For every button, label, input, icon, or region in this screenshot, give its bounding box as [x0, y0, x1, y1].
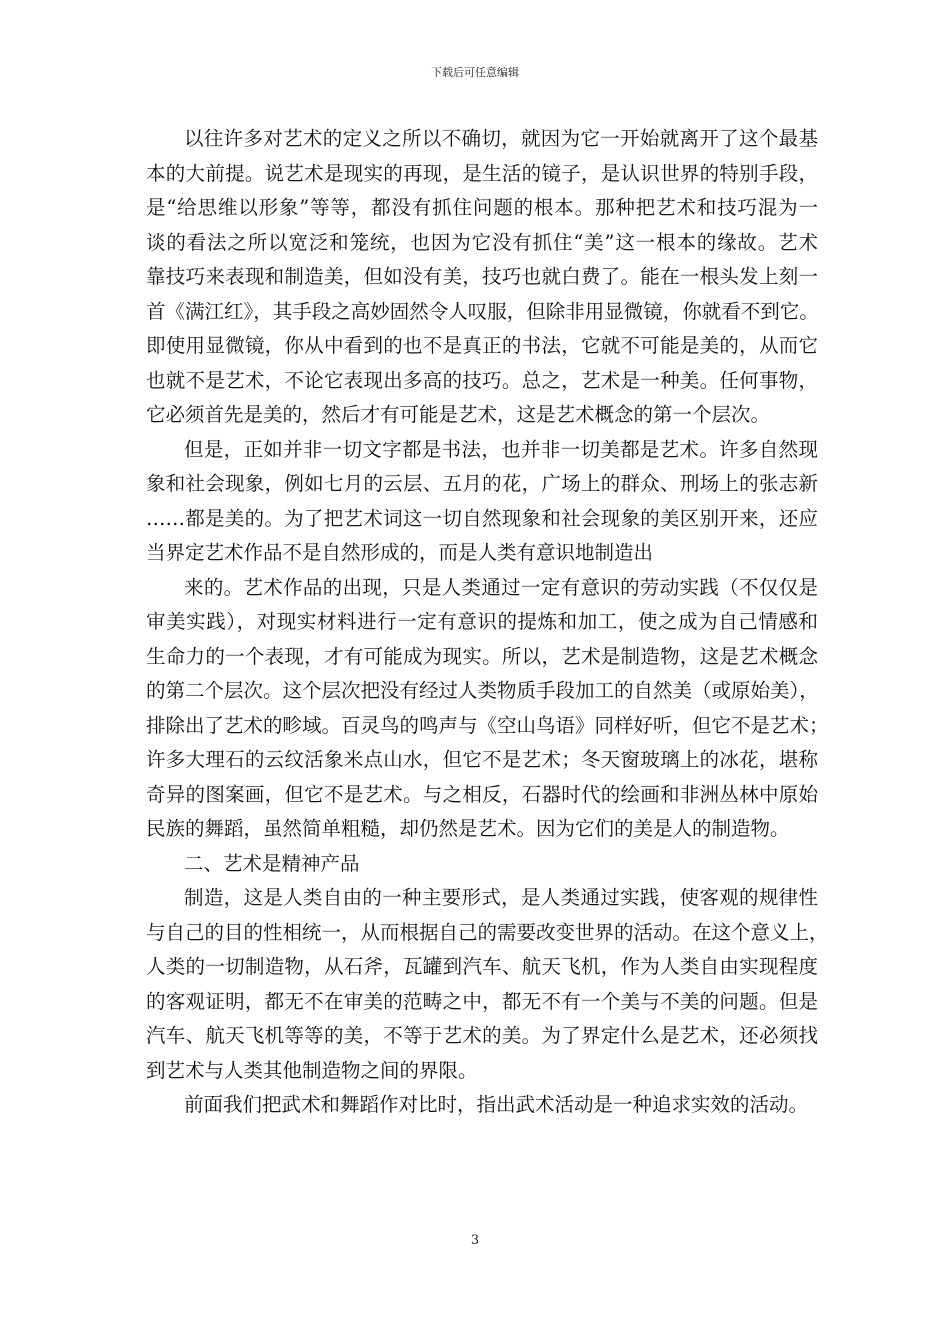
text-line: 靠技巧来表现和制造美，但如没有美，技巧也就白费了。能在一根头发上刻一 — [146, 265, 818, 288]
text-line: 民族的舞蹈，虽然简单粗糙，却仍然是艺术。因为它们的美是人的制造物。 — [146, 817, 790, 840]
text-line: 是“给思维以形象”等等，都没有抓住问题的根本。那种把艺术和技巧混为一 — [146, 196, 818, 219]
text-line: 审美实践），对现实材料进行一定有意识的提炼和加工，使之成为自己情感和 — [146, 610, 818, 633]
text-line: 象和社会现象，例如七月的云层、五月的花，广场上的群众、刑场上的张志新 — [146, 472, 818, 495]
text-line: 许多大理石的云纹活象米点山水，但它不是艺术；冬天窗玻璃上的冰花，堪称 — [146, 748, 818, 771]
document-body — [146, 122, 829, 1123]
text-line: 但是，正如并非一切文字都是书法，也并非一切美都是艺术。许多自然现 — [184, 437, 818, 461]
text-line: 奇异的图案画，但它不是艺术。与之相反，石器时代的绘画和非洲丛林中原始 — [146, 782, 818, 806]
text-line: 制造，这是人类自由的一种主要形式，是人类通过实践，使客观的规律性 — [184, 886, 818, 909]
text-line: 当界定艺术作品不是自然形成的，而是人类有意识地制造出 — [146, 541, 654, 564]
text-line: 生命力的一个表现，才有可能成为现实。所以，艺术是制造物，这是艺术概念 — [146, 644, 818, 668]
text-line: 到艺术与人类其他制造物之间的界限。 — [146, 1058, 478, 1082]
text-line: 来的。艺术作品的出现，只是人类通过一定有意识的劳动实践（不仅仅是 — [184, 575, 818, 599]
page-header: 下载后可任意编辑 — [431, 66, 519, 79]
text-line: 它必须首先是美的，然后才有可能是艺术，这是艺术概念的第一个层次。 — [146, 403, 771, 426]
text-line: 汽车、航天飞机等等的美，不等于艺术的美。为了界定什么是艺术，还必须找 — [146, 1024, 818, 1047]
text-line: 本的大前提。说艺术是现实的再现，是生活的镜子，是认识世界的特别手段， — [146, 161, 818, 185]
page-number: 3 — [470, 1233, 480, 1248]
text-line: 的第二个层次。这个层次把没有经过人类物质手段加工的自然美（或原始美）， — [146, 679, 819, 702]
text-line: 的客观证明，都无不在审美的范畴之中，都无不有一个美与不美的问题。但是 — [146, 989, 818, 1013]
text-line: ……都是美的。为了把艺术词这一切自然现象和社会现象的美区别开来，还应 — [146, 506, 818, 530]
text-line: 谈的看法之所以宽泛和笼统，也因为它没有抓住“美”这一根本的缘故。艺术 — [146, 230, 818, 254]
text-line: 也就不是艺术，不论它表现出多高的技巧。总之，艺术是一种美。任何事物， — [146, 368, 818, 392]
text-line: 首《满江红》，其手段之高妙固然令人叹服，但除非用显微镜，你就看不到它。 — [146, 299, 819, 323]
text-line: 排除出了艺术的畛域。百灵鸟的鸣声与《空山鸟语》同样好听，但它不是艺术； — [146, 713, 829, 737]
text-line: 即使用显微镜，你从中看到的也不是真正的书法，它就不可能是美的，从而它 — [146, 334, 818, 357]
text-line: 以往许多对艺术的定义之所以不确切，就因为它一开始就离开了这个最基 — [184, 127, 818, 150]
text-line: 人类的一切制造物，从石斧，瓦罐到汽车、航天飞机，作为人类自由实现程度 — [146, 955, 818, 978]
text-line: 与自己的目的性相统一，从而根据自己的需要改变世界的活动。在这个意义上， — [146, 920, 829, 944]
text-line: 二、艺术是精神产品 — [184, 851, 360, 875]
text-line: 前面我们把武术和舞蹈作对比时，指出武术活动是一种追求实效的活动。 — [184, 1093, 809, 1116]
